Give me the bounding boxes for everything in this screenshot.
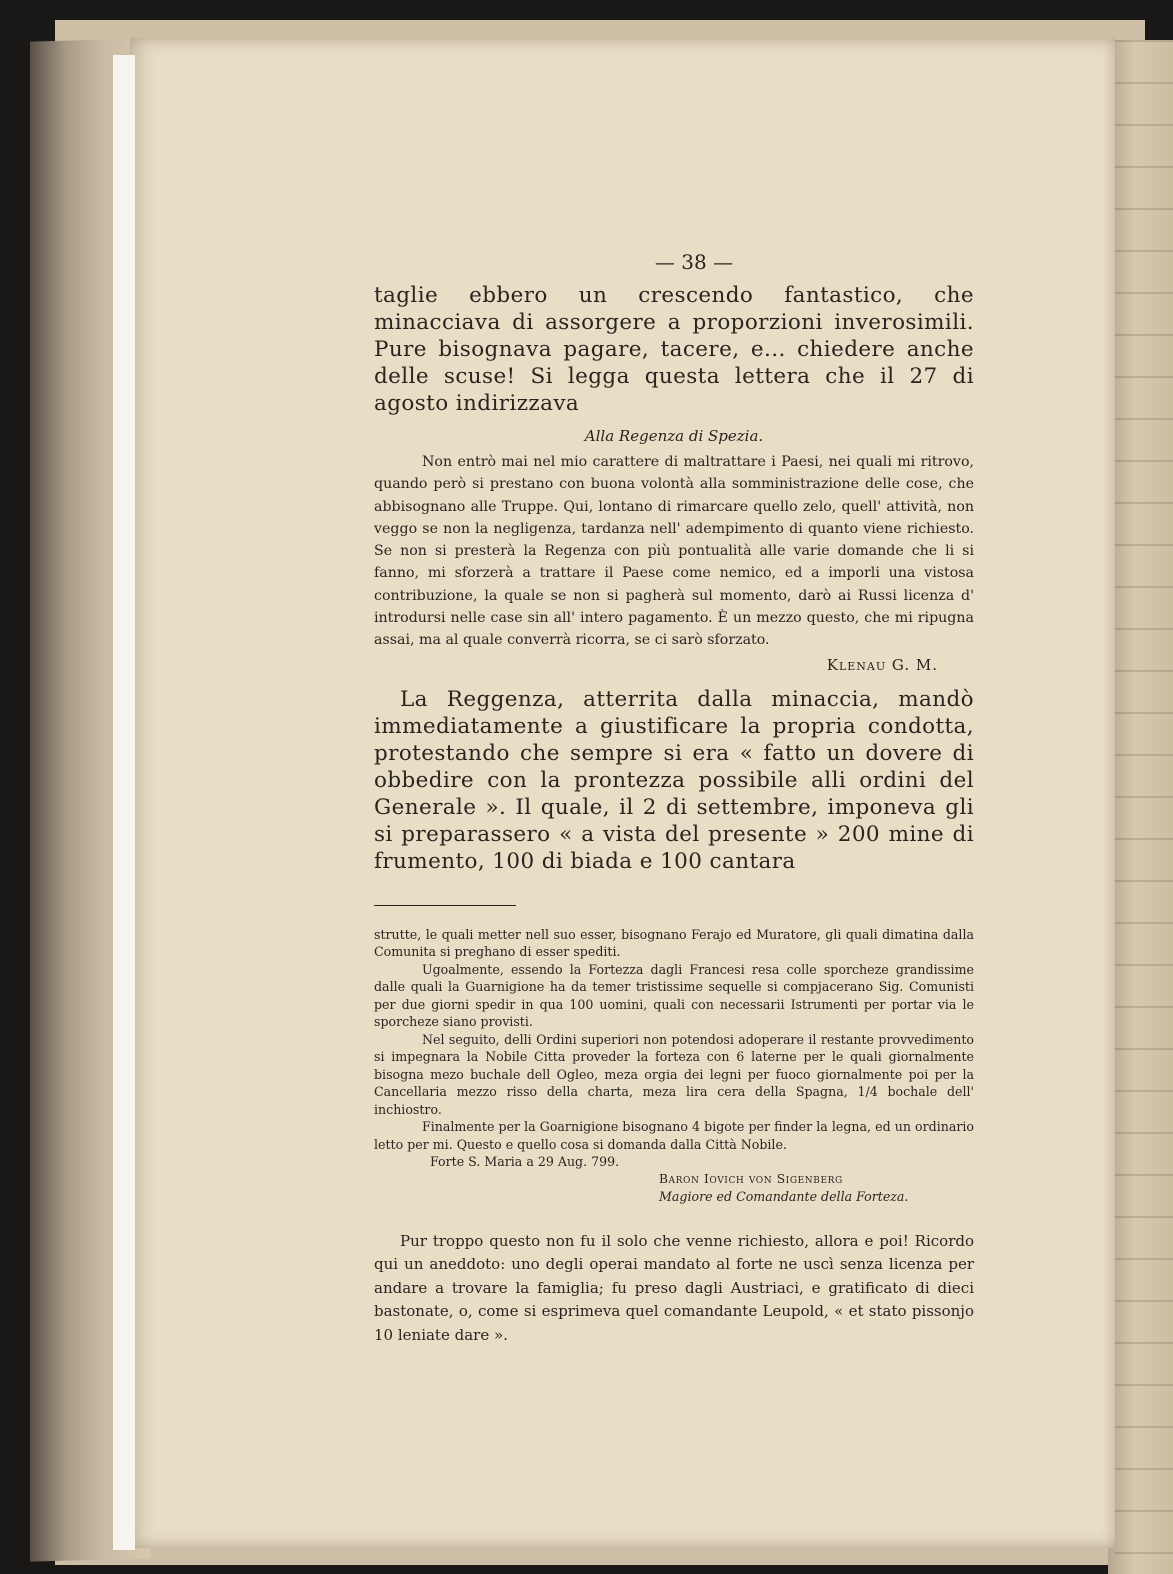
footnote-signer: Baron Iovich von Sigenberg (659, 1171, 843, 1186)
footnote-paragraph: Ugoalmente, essendo la Fortezza dagli Francesi resa colle sporcheze grandissime dalle quali la Guarnigione ha da temer tristissime sequelle si compjacerano Sig. Comunisti per due giorni spedir in qua 100 uomini, quali con necessarii Istrumenti per portar via le sporcheze siano provisti. (374, 961, 974, 1030)
page-number: — 38 — (654, 250, 734, 274)
body-paragraph-1: taglie ebbero un crescendo fantastico, che minacciava di assorgere a proporzioni inverosimili. Pure bisognava pagare, tacere, e... chiedere anche delle scuse! Si legga questa lettera che il 27 di agosto indirizzava (374, 283, 974, 416)
closing-paragraph: Pur troppo questo non fu il solo che venne richiesto, allora e poi! Ricordo qui un aneddoto: uno degli operai mandato al forte ne uscì senza licenza per andare a trovare la famiglia; fu preso dagli Austriaci, e gratificato di dieci bastonate, o, come si esprimeva quel comandante Leupold, « et stato pissonjo 10 leniate dare ». (374, 1231, 974, 1344)
letter-heading: Alla Regenza di Spezia. (584, 427, 764, 445)
letter-signature: Klenau G. M. (826, 655, 938, 674)
page-gutter-strip (113, 55, 135, 1550)
binding-edge (1115, 0, 1173, 1574)
footnote-signer-title: Magiore ed Comandante della Forteza. (659, 1189, 909, 1205)
footnote-rule (374, 905, 516, 906)
footnote-block (374, 926, 974, 1206)
letter-body: Non entrò mai nel mio carattere di maltrattare i Paesi, nei quali mi ritrovo, quando però si prestano con buona volontà alla somministrazione delle cose, che abbisognano alle Truppe. Qui, lontano di rimarcare quello zelo, quell' attività, non veggo se non la negligenza, tardanza nell' adempimento di quanto viene richiesto. Se non si presterà la Regenza con più pontualità alle varie domande che li si fanno, mi sforzerà a trattare il Paese come nemico, ed a imporli una vistosa contribuzione, la quale se non si pagherà sul momento, darò ai Russi licenza d' introdursi nelle case sin all' intero pagamento. È un mezzo questo, che mi ripugna assai, ma al quale converrà ricorra, se ci sarò sforzato. (374, 454, 974, 649)
footnote-paragraph: strutte, le quali metter nell suo esser, bisognano Ferajo ed Muratore, gli quali dimatina dalla Comunita si preghano di esser spediti. (374, 926, 974, 960)
footnote-paragraph: Nel seguito, delli Ordini superiori non potendosi adoperare il restante provvedimento si impegnara la Nobile Citta proveder la forteza con 6 laterne per le quali giornalmente bisogna mezo buchale dell Ogleo, meza orgia dei legni per fuoco giornalmente poi per la Cancellaria mezzo risso della charta, meza lira cera della Spagna, 1/4 bochale dell' inchiostro. (374, 1031, 974, 1117)
body-paragraph-2: La Reggenza, atterrita dalla minaccia, mandò immediatamente a giustificare la propria condotta, protestando che sempre si era « fatto un dovere di obbedire con la prontezza possibile alli ordini del Generale ». Il quale, il 2 di settembre, imponeva gli si preparassero « a vista del presente » 200 mine di frumento, 100 di biada e 100 cantara (374, 686, 974, 874)
footnote-place-date: Forte S. Maria a 29 Aug. 799. (430, 1154, 620, 1170)
footnote-paragraph: Finalmente per la Goarnigione bisognano 4 bigote per finder la legna, ed un ordinario letto per mi. Questo e quello cosa si domanda dalla Città Nobile. (374, 1119, 974, 1152)
page-content (374, 250, 974, 1347)
